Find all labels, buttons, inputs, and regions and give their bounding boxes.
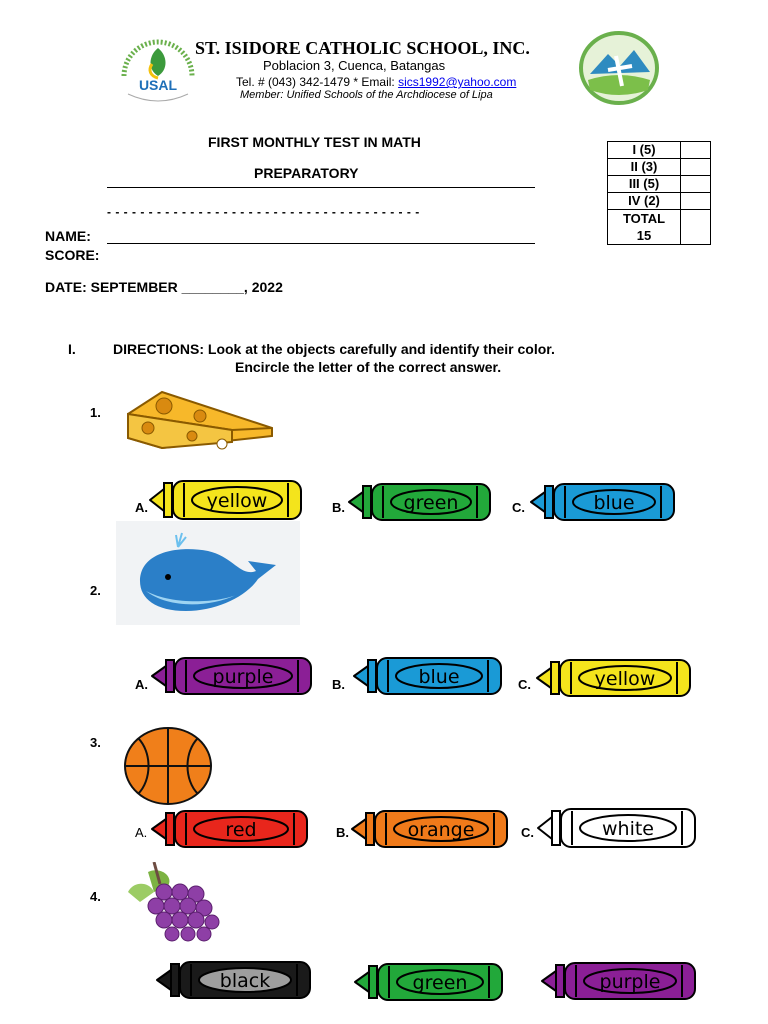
directions-text: Look at the objects carefully and identify their color. xyxy=(204,341,555,357)
section-number: I. xyxy=(68,341,76,357)
crayon-label: orange xyxy=(407,819,475,841)
choice-letter[interactable]: A. xyxy=(135,825,148,840)
crayon-label: purple xyxy=(212,666,274,688)
directions-label: DIRECTIONS: xyxy=(113,341,204,357)
crayon-tip xyxy=(531,492,545,512)
email-link[interactable]: sics1992@yahoo.com xyxy=(398,75,517,89)
crayon-choice[interactable] xyxy=(150,808,310,850)
usal-logo-text: USAL xyxy=(138,77,178,93)
choice-letter[interactable]: B. xyxy=(332,500,345,515)
score-row-label: III (5) xyxy=(608,176,681,193)
crayon-band xyxy=(556,965,564,997)
crayon-choice[interactable] xyxy=(352,655,504,697)
crayon-choice[interactable] xyxy=(529,481,677,523)
crayon-tip xyxy=(349,492,363,512)
choice-letter[interactable]: B. xyxy=(336,825,349,840)
crayon-band xyxy=(166,660,174,692)
score-box[interactable] xyxy=(681,142,711,159)
test-level: PREPARATORY xyxy=(254,165,359,181)
crayon-choice[interactable] xyxy=(148,478,304,522)
score-total-label xyxy=(608,210,681,245)
crayon-band xyxy=(368,660,376,692)
crayon-label: green xyxy=(403,492,459,514)
crayon-choice[interactable] xyxy=(350,808,510,850)
item-number: 4. xyxy=(90,889,101,904)
choice-letter[interactable]: A. xyxy=(135,677,148,692)
grapes-image xyxy=(124,862,232,946)
name-label: NAME: xyxy=(45,228,91,244)
score-row xyxy=(608,159,711,176)
directions-line1 xyxy=(113,341,555,357)
score-label: SCORE: xyxy=(45,247,100,263)
crayon-tip xyxy=(537,668,551,688)
choice-letter[interactable]: C. xyxy=(518,677,531,692)
crayon-band xyxy=(166,813,174,845)
crayon-choice[interactable] xyxy=(535,657,693,699)
crayon-choice[interactable] xyxy=(540,960,698,1002)
crayon-label: white xyxy=(602,818,654,840)
date-label: DATE: SEPTEMBER ________, 2022 xyxy=(45,279,283,295)
crayon-label: blue xyxy=(418,666,460,688)
crayon-label: blue xyxy=(593,492,635,514)
member-line: Member: Unified Schools of the Archdiocese of Lipa xyxy=(240,89,493,101)
score-row xyxy=(608,193,711,210)
crayon-choice[interactable] xyxy=(155,959,313,1001)
crayon-tip xyxy=(352,819,366,839)
score-row-label: I (5) xyxy=(608,142,681,159)
choice-letter[interactable]: A. xyxy=(135,500,148,515)
choice-letter[interactable]: C. xyxy=(512,500,525,515)
item-number: 1. xyxy=(90,405,101,420)
score-table xyxy=(607,141,711,245)
basketball-image xyxy=(122,726,214,806)
crayon-tip xyxy=(355,972,369,992)
item-number: 2. xyxy=(90,583,101,598)
crayon-tip xyxy=(354,666,368,686)
crayon-choice[interactable] xyxy=(536,806,698,850)
name-field[interactable] xyxy=(107,243,535,244)
score-box[interactable] xyxy=(681,176,711,193)
item-number: 3. xyxy=(90,735,101,750)
score-row xyxy=(608,176,711,193)
crayon-tip xyxy=(542,971,556,991)
crayon-label: purple xyxy=(599,971,661,993)
school-contact xyxy=(236,75,516,89)
total-value-text: 15 xyxy=(636,228,652,243)
score-box[interactable] xyxy=(681,193,711,210)
score-box[interactable] xyxy=(681,159,711,176)
crayon-tip xyxy=(152,819,166,839)
score-total-box[interactable] xyxy=(681,210,711,245)
directions-line2: Encircle the letter of the correct answer. xyxy=(235,359,502,375)
score-row-label: II (3) xyxy=(608,159,681,176)
crayon-band xyxy=(552,811,560,845)
cheese-image xyxy=(122,388,280,460)
total-label-text: TOTAL xyxy=(622,211,666,226)
crayon-band xyxy=(551,662,559,694)
crayon-choice[interactable] xyxy=(150,655,314,697)
school-address: Poblacion 3, Cuenca, Batangas xyxy=(263,58,446,73)
crayon-band xyxy=(369,966,377,998)
crayon-band xyxy=(545,486,553,518)
crayon-tip xyxy=(152,666,166,686)
crayon-choice[interactable] xyxy=(347,481,493,523)
choice-letter[interactable]: B. xyxy=(332,677,345,692)
crayon-label: yellow xyxy=(594,668,656,690)
dash-line: - - - - - - - - - - - - - - - - - - - - - - - - - - - - - - - - - - - - - - xyxy=(107,205,420,219)
crayon-choice[interactable] xyxy=(353,961,505,1003)
test-title: FIRST MONTHLY TEST IN MATH xyxy=(208,134,421,150)
score-total-row xyxy=(608,210,711,245)
crayon-label: red xyxy=(225,819,257,841)
choice-letter[interactable]: C. xyxy=(521,825,534,840)
crayon-label: yellow xyxy=(206,490,268,512)
score-row-label: IV (2) xyxy=(608,193,681,210)
header-rule xyxy=(107,187,535,188)
school-name: ST. ISIDORE CATHOLIC SCHOOL, INC. xyxy=(195,38,530,58)
crayon-band xyxy=(171,964,179,996)
crayon-label: black xyxy=(219,970,271,992)
crayon-tip xyxy=(538,817,552,839)
crayon-band xyxy=(366,813,374,845)
score-row xyxy=(608,142,711,159)
school-seal-logo xyxy=(578,30,660,106)
crayon-band xyxy=(363,486,371,518)
crayon-tip xyxy=(157,970,171,990)
whale-image xyxy=(116,521,300,625)
tel-text: Tel. # (043) 342-1479 * Email: xyxy=(236,75,399,89)
crayon-band xyxy=(164,483,172,517)
usal-logo xyxy=(118,36,198,108)
crayon-tip xyxy=(150,489,164,511)
crayon-label: green xyxy=(412,972,468,994)
